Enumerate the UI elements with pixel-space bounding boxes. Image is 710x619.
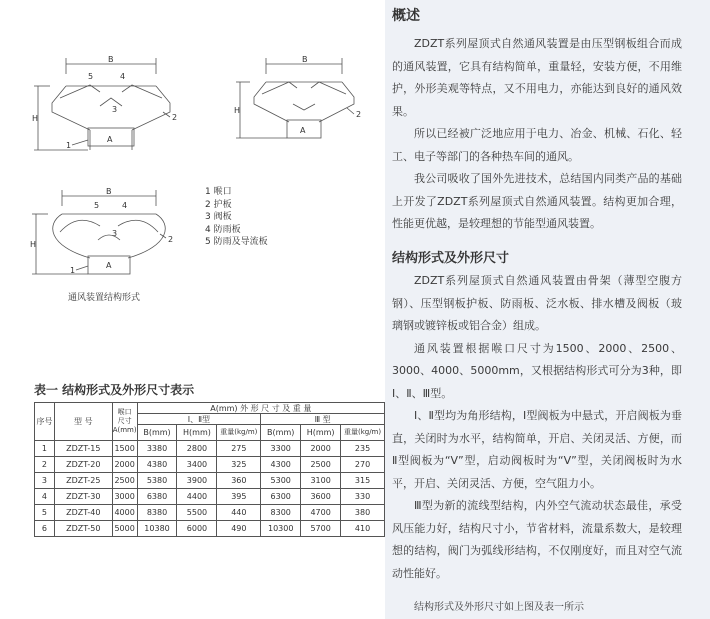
paragraph: 我公司吸收了国外先进技术，总结国内同类产品的基础上开发了ZDZT系列屋顶式自然通风装置。结构更加合理，性能更优越，是较理想的节能型通风装置。 <box>392 172 682 230</box>
header-type-1-2: Ⅰ、Ⅱ型 <box>137 414 261 425</box>
header-seq: 序号 <box>35 403 55 441</box>
label-5-3: 5 <box>94 201 100 210</box>
label-4-1: 4 <box>120 72 126 81</box>
label-1-1: 1 <box>66 141 72 150</box>
table-cell: 1 <box>35 441 55 457</box>
label-a-2: A <box>300 126 306 135</box>
table-cell: 3400 <box>177 457 217 473</box>
table-cell: 395 <box>217 489 261 505</box>
header-weight: 重量(kg/m) <box>217 425 261 441</box>
spec-table-body <box>35 441 385 537</box>
label-1-3: 1 <box>70 266 76 275</box>
paragraph: Ⅰ、Ⅱ型均为角形结构，Ⅰ型阀板为中悬式，开启阀板为垂直，关闭时为水平，结构简单，开启、关闭灵活、方便，而Ⅱ型阀板为“V”型，启动阀板时为“V”型，关闭阀板时为水平，开启、关闭灵活、方便，空气阻力小。 <box>392 409 682 490</box>
header-b: B(mm) <box>137 425 177 441</box>
label-4-3: 4 <box>122 201 128 210</box>
table-cell: ZDZT-50 <box>54 521 112 537</box>
table-cell: 6380 <box>137 489 177 505</box>
closing-note: 结构形式及外形尺寸如上图及表一所示 <box>414 602 584 613</box>
table-cell: 3100 <box>301 473 341 489</box>
paragraph: Ⅲ型为新的流线型结构，内外空气流动状态最佳，承受风压能力好，结构尺寸小，节省材料，流量系数大，是较理想的结构，阀门为弧线形结构，不仅刚度好，而且对空气流动性能好。 <box>392 499 682 580</box>
legend-item: 4 防雨板 <box>205 224 241 235</box>
header-h: H(mm) <box>177 425 217 441</box>
table-cell: 2000 <box>112 457 137 473</box>
table-cell: 3600 <box>301 489 341 505</box>
label-b-3: B <box>106 187 112 196</box>
diagram-legend <box>205 186 268 249</box>
table-row <box>35 505 385 521</box>
label-2-1: 2 <box>172 113 178 122</box>
spec-table <box>34 402 385 537</box>
table-cell: 5000 <box>112 521 137 537</box>
legend-item: 2 护板 <box>205 199 232 210</box>
table-cell: 2500 <box>112 473 137 489</box>
table-cell: 3 <box>35 473 55 489</box>
diagram-type-1 <box>34 58 170 150</box>
table-cell: 3380 <box>137 441 177 457</box>
table-cell: 8300 <box>261 505 301 521</box>
table-cell: 2500 <box>301 457 341 473</box>
table-cell: 5380 <box>137 473 177 489</box>
table-title: 表一 结构形式及外形尺寸表示 <box>34 383 195 397</box>
table-cell: 315 <box>341 473 385 489</box>
table-cell: 6 <box>35 521 55 537</box>
label-2-3: 2 <box>168 235 174 244</box>
table-cell: 4000 <box>112 505 137 521</box>
table-cell: 3900 <box>177 473 217 489</box>
label-b-2: B <box>302 55 308 64</box>
label-b-1: B <box>108 55 114 64</box>
table-cell: 6000 <box>177 521 217 537</box>
paragraph: ZDZT系列屋顶式自然通风装置是由压型钢板组合而成的通风装置，它具有结构简单，重量轻，安装方便，不用维护，外形美观等特点，又不用电力，亦能达到良好的通风效果。 <box>392 37 682 118</box>
table-cell: ZDZT-20 <box>54 457 112 473</box>
table-cell: 2800 <box>177 441 217 457</box>
label-a-1: A <box>107 135 113 144</box>
legend-item: 5 防雨及导流板 <box>205 237 268 248</box>
table-cell: 360 <box>217 473 261 489</box>
table-row <box>35 521 385 537</box>
table-cell: 325 <box>217 457 261 473</box>
legend-item: 1 喉口 <box>205 187 232 197</box>
label-a-3: A <box>106 261 112 270</box>
table-cell: ZDZT-40 <box>54 505 112 521</box>
structure-heading: 结构形式及外形尺寸 <box>392 251 510 266</box>
table-cell: 4380 <box>137 457 177 473</box>
table-cell: 270 <box>341 457 385 473</box>
header-type-3: Ⅲ 型 <box>261 414 385 425</box>
structure-diagrams <box>0 0 385 330</box>
label-h-2: H <box>234 106 241 115</box>
table-cell: 380 <box>341 505 385 521</box>
header-weight: 重量(kg/m) <box>341 425 385 441</box>
label-h-3: H <box>30 240 37 249</box>
table-cell: 10380 <box>137 521 177 537</box>
legend-item: 3 阀板 <box>205 212 232 223</box>
table-cell: 4700 <box>301 505 341 521</box>
table-row <box>35 457 385 473</box>
table-cell: ZDZT-30 <box>54 489 112 505</box>
label-h-1: H <box>32 114 39 123</box>
header-throat: 喉口 尺寸 A(mm) <box>112 403 137 441</box>
header-b: B(mm) <box>261 425 301 441</box>
label-5-1: 5 <box>88 72 94 81</box>
table-cell: 235 <box>341 441 385 457</box>
table-row <box>35 441 385 457</box>
table-cell: 5700 <box>301 521 341 537</box>
table-cell: 1500 <box>112 441 137 457</box>
table-cell: 330 <box>341 489 385 505</box>
label-2-2: 2 <box>356 110 362 119</box>
table-cell: 4400 <box>177 489 217 505</box>
overview-text <box>392 33 682 236</box>
paragraph: 通风装置根据喉口尺寸为1500、2000、2500、3000、4000、5000mm，又根据结构形式可分为3种，即Ⅰ、Ⅱ、Ⅲ型。 <box>392 341 682 400</box>
table-cell: 5500 <box>177 505 217 521</box>
table-cell: 440 <box>217 505 261 521</box>
table-cell: 2000 <box>301 441 341 457</box>
table-cell: 10300 <box>261 521 301 537</box>
header-h: H(mm) <box>301 425 341 441</box>
table-row <box>35 489 385 505</box>
table-cell: 410 <box>341 521 385 537</box>
table-cell: 6300 <box>261 489 301 505</box>
paragraph: 所以已经被广泛地应用于电力、冶金、机械、石化、轻工、电子等部门的各种热车间的通风。 <box>392 127 682 163</box>
diagram-caption: 通风装置结构形式 <box>68 293 141 303</box>
header-group: A(mm) 外 形 尺 寸 及 重 量 <box>137 403 384 414</box>
table-row <box>35 473 385 489</box>
diagram-type-2 <box>236 58 354 138</box>
table-cell: 2 <box>35 457 55 473</box>
table-cell: ZDZT-25 <box>54 473 112 489</box>
table-cell: 275 <box>217 441 261 457</box>
header-model: 型 号 <box>54 403 112 441</box>
table-cell: 8380 <box>137 505 177 521</box>
table-cell: 5300 <box>261 473 301 489</box>
table-cell: 3000 <box>112 489 137 505</box>
label-3-1: 3 <box>112 105 118 114</box>
table-cell: 3300 <box>261 441 301 457</box>
table-cell: 5 <box>35 505 55 521</box>
table-cell: 490 <box>217 521 261 537</box>
table-cell: 4 <box>35 489 55 505</box>
overview-heading: 概述 <box>392 8 420 24</box>
paragraph: ZDZT系列屋顶式自然通风装置由骨架（薄型空腹方钢）、压型钢板护板、防雨板、泛水板、排水槽及阀板（玻璃钢或镀锌板或铝合金）组成。 <box>392 274 682 332</box>
structure-text <box>392 270 682 585</box>
table-cell: ZDZT-15 <box>54 441 112 457</box>
table-cell: 4300 <box>261 457 301 473</box>
label-3-3: 3 <box>112 229 118 238</box>
